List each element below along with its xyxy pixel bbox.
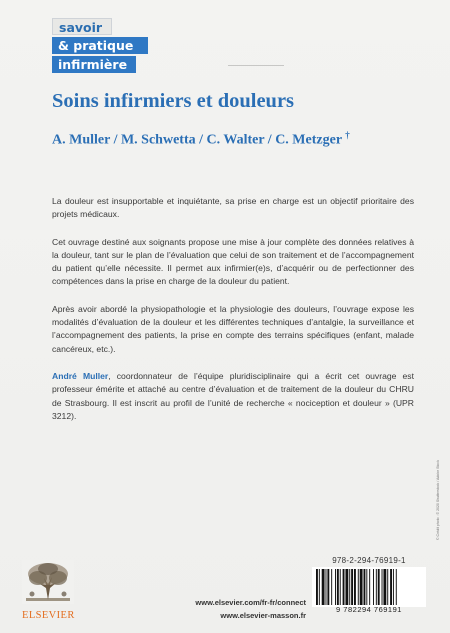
author-highlight: André Muller	[52, 370, 109, 381]
photo-credit: © Crédit photo : © 2020 Shutterstock / Adobe Stock	[436, 460, 440, 540]
isbn-block	[312, 556, 426, 614]
series-badge	[52, 18, 148, 76]
barcode-digits: 9 782294 769191	[336, 605, 402, 614]
isbn-number: 978-2-294-76919-1	[332, 556, 406, 565]
author-bio: , coordonnateur de l’équipe pluridisciplinaire qui a écrit cet ouvrage est professeur émérite et attaché au centre d’évaluation et de traitement de la douleur du CHRU de Strasbourg. Il est inscrit au profil de l’unité de recherche « nociception et douleur » (UPR 3212).	[52, 370, 414, 421]
elsevier-tree-icon	[22, 560, 74, 604]
blurb-paragraph-1: La douleur est insupportable et inquiétante, sa prise en charge est un objectif prioritaire des projets médicaux.	[52, 196, 414, 220]
publisher-urls	[186, 596, 306, 622]
deceased-dagger: †	[345, 130, 350, 140]
publisher-name: ELSEVIER	[22, 610, 75, 621]
barcode-icon	[312, 567, 426, 607]
back-cover-blurb	[52, 195, 414, 437]
authors-list: A. Muller / M. Schwetta / C. Walter / C. Metzger	[52, 132, 342, 148]
series-line-pratique: & pratique	[52, 37, 148, 54]
book-title: Soins infirmiers et douleurs	[52, 90, 295, 112]
url-elsevier-connect[interactable]: www.elsevier.com/fr-fr/connect	[195, 598, 306, 607]
url-elsevier-masson[interactable]: www.elsevier-masson.fr	[220, 611, 306, 620]
decorative-divider	[228, 65, 284, 66]
blurb-paragraph-2: Cet ouvrage destiné aux soignants propose une mise à jour complète des données relatives à la douleur, tant sur le plan de l’évaluation que celui de son traitement et de l’accompagnement du patient qu’elle nécessite. Il permet aux infirmier(e)s, d’acquérir ou de perfectionner des compétences dans la prise en charge de la douleur du patient.	[52, 236, 414, 287]
book-authors	[52, 130, 350, 149]
blurb-paragraph-3: Après avoir abordé la physiopathologie et la physiologie des douleurs, l’ouvrage expose les modalités d’évaluation de la douleur et les différentes techniques d’antalgie, la surveillance et l’accompagnement des patients, la prise en compte des terrains spécifiques (enfant, malade cancéreux, etc.).	[52, 303, 414, 354]
blurb-paragraph-4	[52, 370, 414, 423]
series-line-savoir: savoir	[52, 18, 112, 35]
publisher-logo	[22, 560, 74, 621]
series-line-infirmiere: infirmière	[52, 56, 136, 73]
